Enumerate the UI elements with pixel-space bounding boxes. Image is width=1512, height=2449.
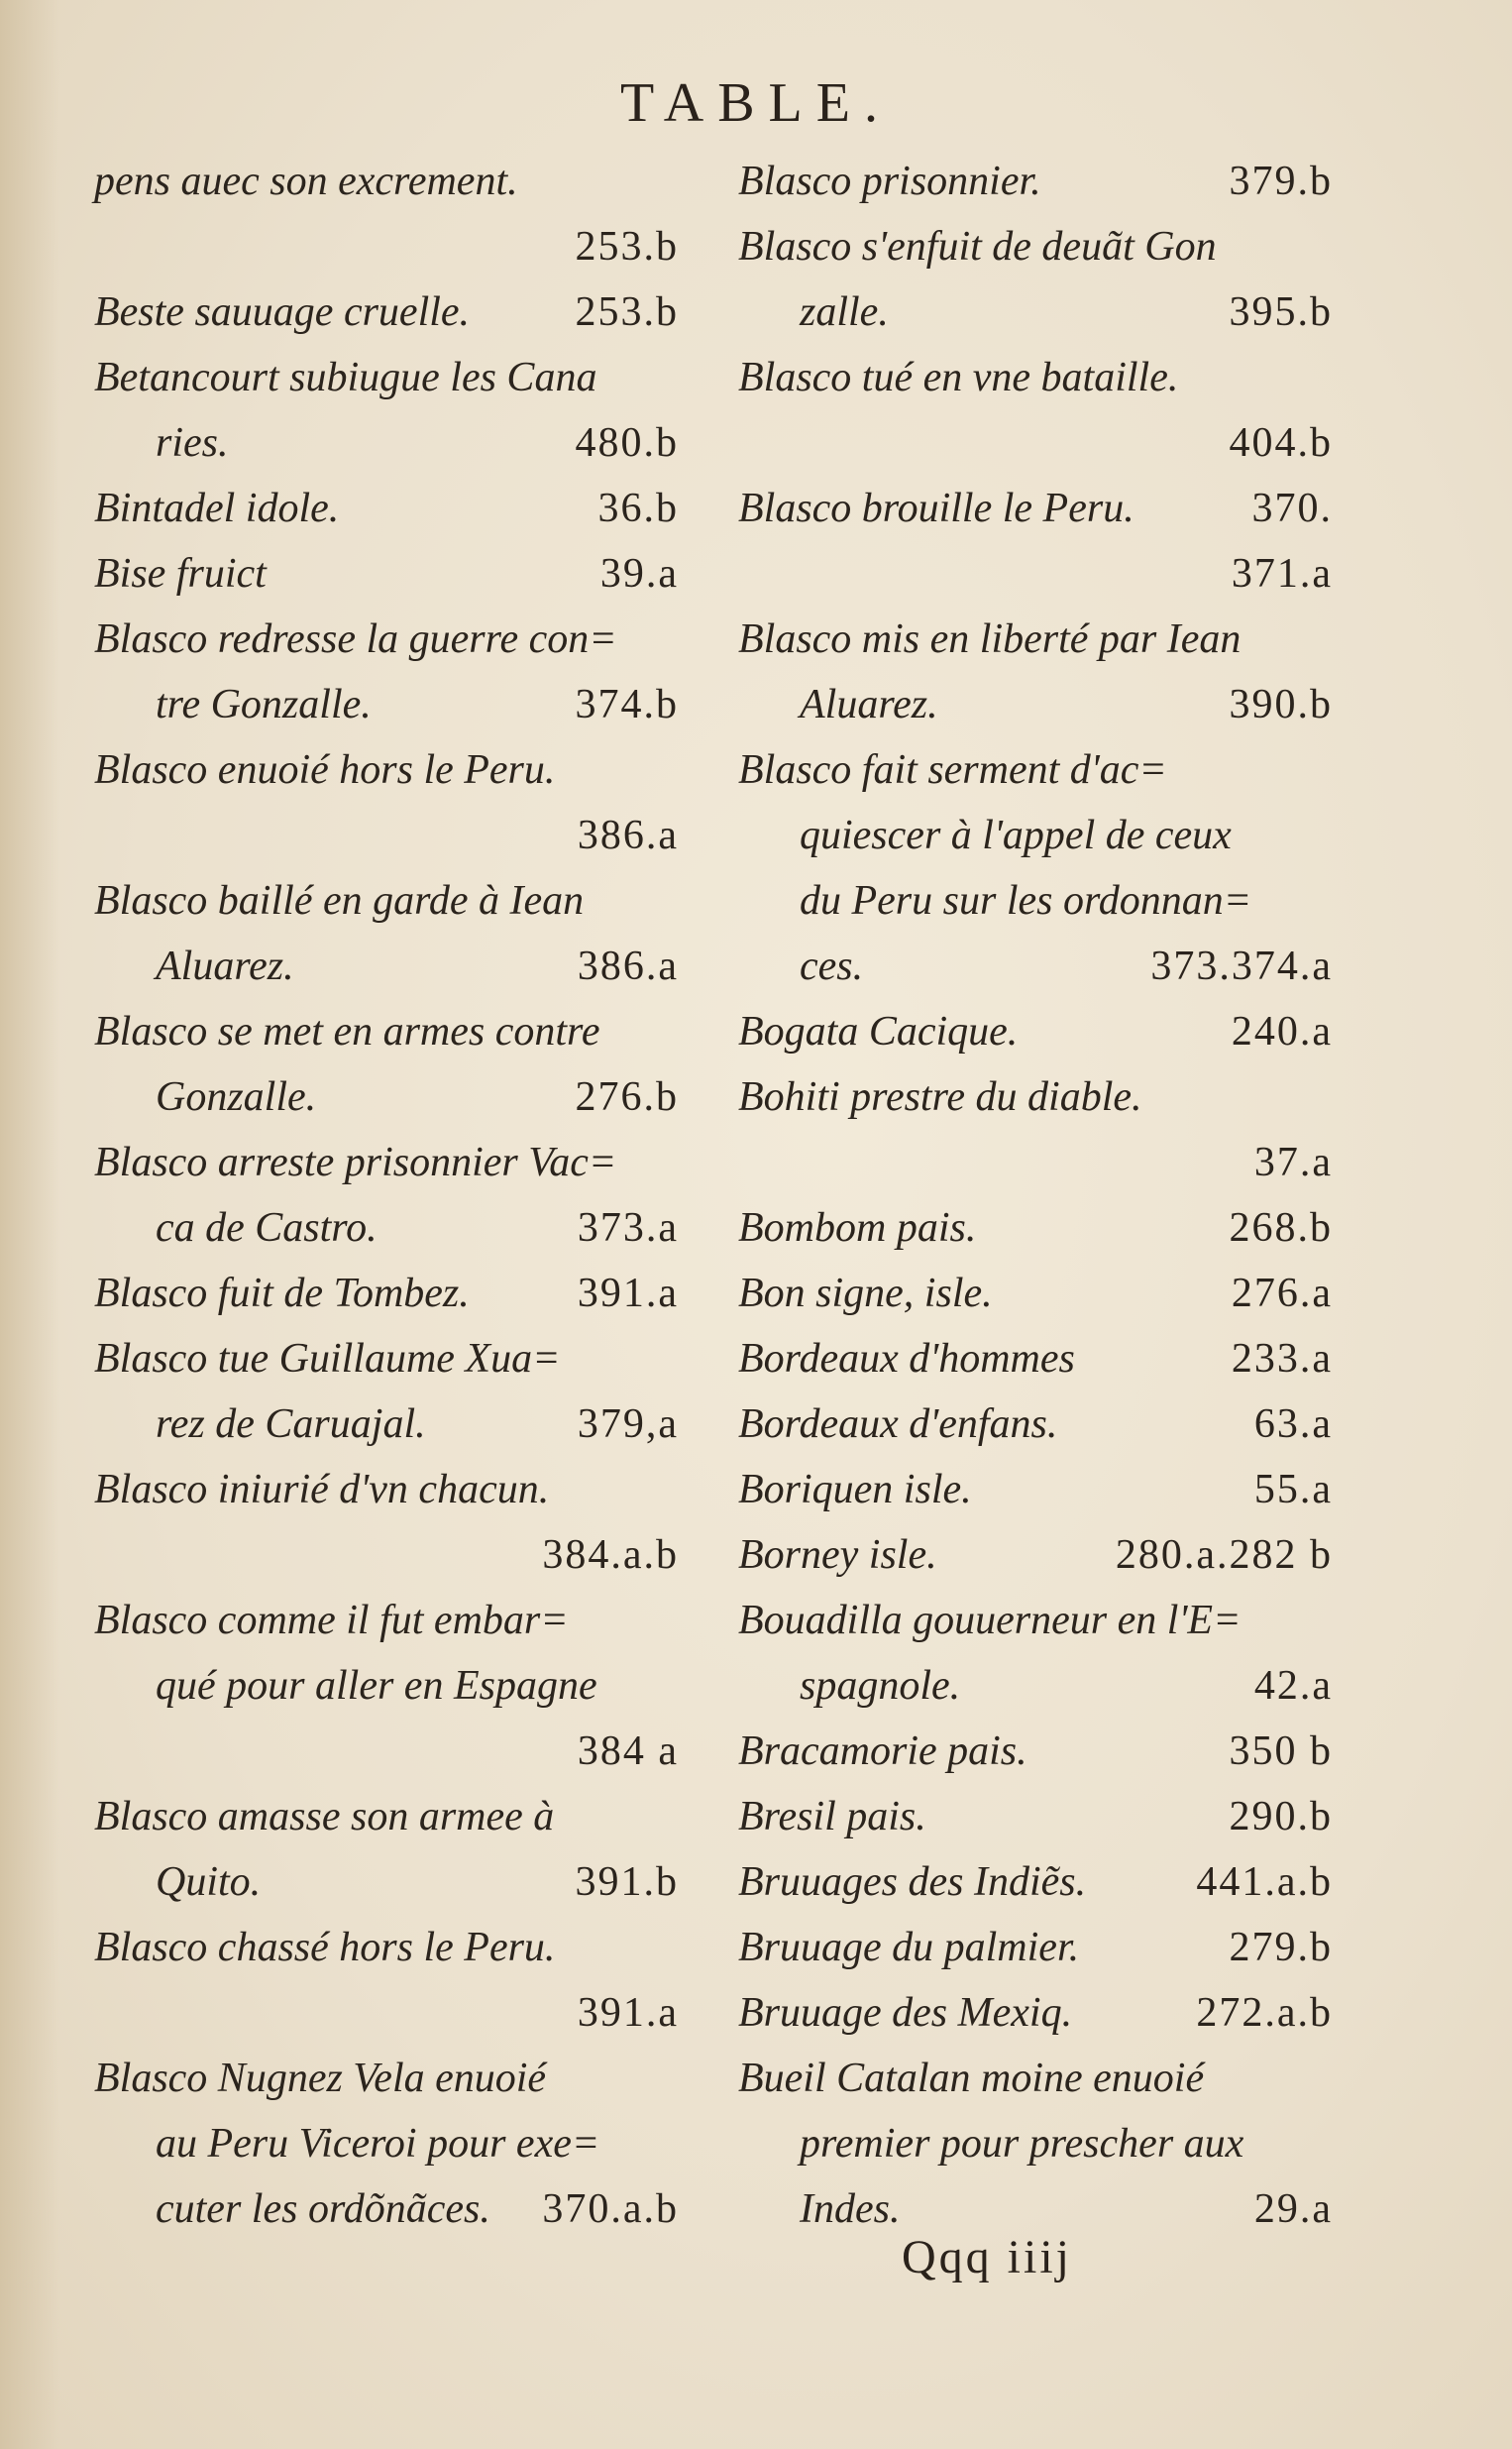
entry-text: Beste sauuage cruelle. [94, 289, 471, 335]
index-entry [738, 1326, 1333, 1391]
index-entry-line [738, 1261, 1333, 1326]
index-entry [738, 1391, 1333, 1457]
index-entry [738, 607, 1333, 737]
entry-text: Blasco prisonnier. [738, 159, 1041, 204]
entry-text: Blasco tué en vne bataille. [738, 355, 1179, 400]
page-edge-shadow [0, 0, 59, 2449]
index-entry-line [738, 1195, 1333, 1261]
index-entry [94, 1261, 679, 1326]
page-reference: 63.a [1253, 1401, 1333, 1447]
index-entry-line [94, 1457, 679, 1522]
index-entry-line [738, 279, 1333, 345]
page-reference: 55.a [1253, 1467, 1333, 1512]
page-reference: 233.a [1231, 1336, 1333, 1382]
page-reference: 373.374.a [1150, 944, 1333, 989]
entry-text: Gonzalle. [156, 1074, 317, 1120]
index-entry [738, 149, 1333, 214]
index-entry-line [738, 1980, 1333, 2046]
page-reference: 350 b [1229, 1728, 1333, 1774]
index-entry-line [94, 803, 679, 868]
index-entry [94, 737, 679, 868]
index-entry [94, 1457, 679, 1588]
page-reference [667, 2111, 679, 2176]
index-entry [738, 1588, 1333, 1719]
page-reference: 404.b [1229, 420, 1333, 466]
index-entry-line [94, 868, 679, 934]
entry-text: Bintadel idole. [94, 486, 340, 531]
index-column-left [94, 149, 679, 2242]
index-entry-line [738, 999, 1333, 1064]
entry-text: Bise fruict [94, 551, 267, 597]
index-entry-line [94, 672, 679, 737]
index-entry-line [94, 934, 679, 999]
entry-text: Blasco redresse la guerre con= [94, 616, 617, 662]
index-entry-line [738, 803, 1333, 868]
page-reference [667, 607, 679, 672]
page-reference: 253.b [575, 224, 679, 270]
index-entry [94, 1784, 679, 1915]
index-entry-line [738, 934, 1333, 999]
index-entry [94, 149, 679, 279]
entry-text: Bouadilla gouuerneur en l'E= [738, 1598, 1242, 1643]
entry-text: quiescer à l'appel de ceux [800, 813, 1232, 858]
entry-text: Bohiti prestre du diable. [738, 1074, 1142, 1120]
index-entry [738, 999, 1333, 1064]
index-entry [94, 868, 679, 999]
page-reference [1321, 214, 1333, 279]
entry-text: Blasco mis en liberté par Iean [738, 616, 1242, 662]
entry-text: Aluarez. [156, 944, 294, 989]
index-entry [738, 345, 1333, 476]
entry-text: premier pour prescher aux [800, 2121, 1244, 2167]
index-entry-line [738, 2111, 1333, 2176]
index-entry-line [94, 1980, 679, 2046]
page-reference: 268.b [1229, 1205, 1333, 1251]
index-entry-line [738, 1915, 1333, 1980]
index-entry-line [738, 1588, 1333, 1653]
index-entry-line [94, 2176, 679, 2242]
page-reference: 272.a.b [1196, 1990, 1333, 2036]
page-reference [667, 345, 679, 410]
page-reference [667, 1784, 679, 1849]
entry-text: Blasco fait serment d'ac= [738, 747, 1167, 793]
entry-text: Blasco fuit de Tombez. [94, 1271, 470, 1316]
page-reference: 373.a [577, 1205, 679, 1251]
page-reference: 386.a [577, 813, 679, 858]
page-reference [667, 1130, 679, 1195]
index-entry-line [738, 737, 1333, 803]
index-entry-line [94, 541, 679, 607]
page-reference: 374.b [575, 682, 679, 727]
page-reference: 370. [1251, 486, 1333, 531]
index-entry [94, 476, 679, 541]
entry-text: Aluarez. [800, 682, 938, 727]
page-reference: 386.a [577, 944, 679, 989]
index-entry-line [94, 476, 679, 541]
page-reference [667, 149, 679, 214]
entry-text: Blasco amasse son armee à [94, 1794, 555, 1839]
index-entry-line [738, 1130, 1333, 1195]
page-reference: 42.a [1253, 1663, 1333, 1709]
index-entry [738, 1980, 1333, 2046]
index-entry-line [94, 1915, 679, 1980]
entry-text: Blasco s'enfuit de deuãt Gon [738, 224, 1217, 270]
index-entry-line [738, 214, 1333, 279]
index-entry-line [94, 1849, 679, 1915]
page-reference: 36.b [597, 486, 679, 531]
page-reference: 276.b [575, 1074, 679, 1120]
entry-text: Blasco tue Guillaume Xua= [94, 1336, 561, 1382]
entry-text: Bruuage des Mexiq. [738, 1990, 1073, 2036]
page-reference: 276.a [1231, 1271, 1333, 1316]
entry-text: au Peru Viceroi pour exe= [156, 2121, 600, 2167]
index-entry-line [94, 410, 679, 476]
entry-text: Boriquen isle. [738, 1467, 972, 1512]
index-entry [94, 999, 679, 1130]
index-entry [738, 1849, 1333, 1915]
index-entry [738, 1784, 1333, 1849]
index-entry-line [94, 1391, 679, 1457]
index-entry-line [94, 737, 679, 803]
index-entry [94, 2046, 679, 2242]
index-entry-line [94, 1195, 679, 1261]
entry-text: Bracamorie pais. [738, 1728, 1027, 1774]
index-entry-line [738, 1784, 1333, 1849]
page-reference [1321, 345, 1333, 410]
page-reference [667, 1915, 679, 1980]
index-entry [94, 279, 679, 345]
index-entry-line [738, 1653, 1333, 1719]
page-reference [667, 999, 679, 1064]
entry-text: Quito. [156, 1859, 262, 1905]
index-entry [94, 1326, 679, 1457]
index-column-right [738, 149, 1333, 2242]
entry-text: Borney isle. [738, 1532, 937, 1578]
index-entry-line [738, 1326, 1333, 1391]
entry-text: Blasco baillé en garde à Iean [94, 878, 585, 924]
index-entry [94, 1130, 679, 1261]
index-entry-line [94, 607, 679, 672]
page-reference: 391.a [577, 1271, 679, 1316]
entry-text: Blasco brouille le Peru. [738, 486, 1134, 531]
index-entry-line [94, 1130, 679, 1195]
page-reference: 384 a [577, 1728, 679, 1774]
page-reference [667, 1457, 679, 1522]
index-entry-line [738, 868, 1333, 934]
index-entry-line [738, 1391, 1333, 1457]
entry-text: Bruuages des Indiẽs. [738, 1859, 1087, 1905]
entry-text: qué pour aller en Espagne [156, 1663, 597, 1709]
entry-text: Blasco se met en armes contre [94, 1009, 600, 1055]
page-reference [667, 1588, 679, 1653]
index-entry-line [738, 345, 1333, 410]
index-entry-line [94, 1784, 679, 1849]
index-entry-line [94, 1261, 679, 1326]
entry-text: cuter les ordõnãces. [156, 2186, 490, 2232]
index-entry [738, 1261, 1333, 1326]
entry-text: Blasco enuoié hors le Peru. [94, 747, 556, 793]
index-entry-line [738, 541, 1333, 607]
index-entry-line [94, 2111, 679, 2176]
index-entry-line [94, 1326, 679, 1391]
page-reference [1321, 803, 1333, 868]
page-reference [1321, 2046, 1333, 2111]
index-entry-line [738, 1064, 1333, 1130]
entry-text: Blasco comme il fut embar= [94, 1598, 569, 1643]
index-entry-line [738, 607, 1333, 672]
entry-text: Bresil pais. [738, 1794, 926, 1839]
index-entry-line [738, 1522, 1333, 1588]
signature-mark: Qqq iiij [902, 2231, 1073, 2283]
entry-text: Bombom pais. [738, 1205, 977, 1251]
entry-text: Indes. [800, 2186, 901, 2232]
index-entry [94, 345, 679, 476]
entry-text: tre Gonzalle. [156, 682, 372, 727]
entry-text: zalle. [800, 289, 889, 335]
page-reference [667, 737, 679, 803]
index-entry [738, 2046, 1333, 2242]
entry-text: Blasco Nugnez Vela enuoié [94, 2056, 547, 2101]
index-entry-line [94, 1522, 679, 1588]
index-entry [94, 607, 679, 737]
page-reference [1321, 868, 1333, 934]
entry-text: Bordeaux d'hommes [738, 1336, 1075, 1382]
page-reference [1321, 737, 1333, 803]
page-reference: 379,a [577, 1401, 679, 1447]
page-reference: 391.b [575, 1859, 679, 1905]
index-entry [738, 1195, 1333, 1261]
index-entry-line [94, 149, 679, 214]
page-reference: 240.a [1231, 1009, 1333, 1055]
page-reference [667, 2046, 679, 2111]
running-header: TABLE. [620, 72, 892, 134]
index-entry-line [94, 1064, 679, 1130]
entry-text: Blasco arreste prisonnier Vac= [94, 1140, 617, 1185]
index-entry [738, 1915, 1333, 1980]
page-reference: 384.a.b [542, 1532, 679, 1578]
index-entry-line [94, 2046, 679, 2111]
entry-text: Bon signe, isle. [738, 1271, 993, 1316]
index-entry-line [738, 1719, 1333, 1784]
index-entry-line [94, 999, 679, 1064]
index-entry-line [94, 1653, 679, 1719]
entry-text: Bueil Catalan moine enuoié [738, 2056, 1205, 2101]
index-entry [94, 1915, 679, 2046]
entry-text: Blasco iniurié d'vn chacun. [94, 1467, 550, 1512]
index-entry-line [738, 149, 1333, 214]
index-entry [738, 1457, 1333, 1522]
entry-text: pens auec son excrement. [94, 159, 518, 204]
page-reference [667, 1326, 679, 1391]
page-reference: 391.a [577, 1990, 679, 2036]
index-entry [738, 1719, 1333, 1784]
page-reference [1321, 607, 1333, 672]
entry-text: ces. [800, 944, 864, 989]
page-reference: 279.b [1229, 1925, 1333, 1970]
entry-text: Bogata Cacique. [738, 1009, 1019, 1055]
index-entry-line [738, 672, 1333, 737]
index-entry [738, 476, 1333, 607]
index-entry-line [738, 2046, 1333, 2111]
entry-text: du Peru sur les ordonnan= [800, 878, 1252, 924]
entry-text: Bordeaux d'enfans. [738, 1401, 1058, 1447]
entry-text: Blasco chassé hors le Peru. [94, 1925, 556, 1970]
index-entry-line [738, 410, 1333, 476]
page-reference: 390.b [1229, 682, 1333, 727]
entry-text: Bruuage du palmier. [738, 1925, 1080, 1970]
index-entry [94, 1588, 679, 1784]
page-reference: 395.b [1229, 289, 1333, 335]
page-reference: 441.a.b [1196, 1859, 1333, 1905]
index-entry-line [738, 1457, 1333, 1522]
page-reference: 29.a [1253, 2186, 1333, 2232]
index-entry-line [94, 1588, 679, 1653]
page-reference: 39.a [599, 551, 679, 597]
page-reference [667, 868, 679, 934]
page-reference: 290.b [1229, 1794, 1333, 1839]
page-reference: 253.b [575, 289, 679, 335]
page-reference: 379.b [1229, 159, 1333, 204]
page-reference [1321, 1064, 1333, 1130]
index-entry-line [738, 476, 1333, 541]
index-entry-line [94, 1719, 679, 1784]
page-reference: 280.a.282 b [1115, 1532, 1333, 1578]
entry-text: Betancourt subiugue les Cana [94, 355, 597, 400]
index-entry-line [94, 279, 679, 345]
page-reference: 371.a [1231, 551, 1333, 597]
index-entry [738, 214, 1333, 345]
index-entry [94, 541, 679, 607]
page-reference: 37.a [1253, 1140, 1333, 1185]
index-entry-line [94, 345, 679, 410]
entry-text: ries. [156, 420, 229, 466]
index-entry [738, 1064, 1333, 1195]
page-reference: 480.b [575, 420, 679, 466]
page-reference [1321, 1588, 1333, 1653]
entry-text: rez de Caruajal. [156, 1401, 426, 1447]
index-entry [738, 1522, 1333, 1588]
index-entry-line [738, 1849, 1333, 1915]
index-entry-line [94, 214, 679, 279]
entry-text: ca de Castro. [156, 1205, 378, 1251]
page-reference: 370.a.b [542, 2186, 679, 2232]
index-entry [738, 737, 1333, 999]
page-reference [667, 1653, 679, 1719]
page-reference [1321, 2111, 1333, 2176]
entry-text: spagnole. [800, 1663, 961, 1709]
